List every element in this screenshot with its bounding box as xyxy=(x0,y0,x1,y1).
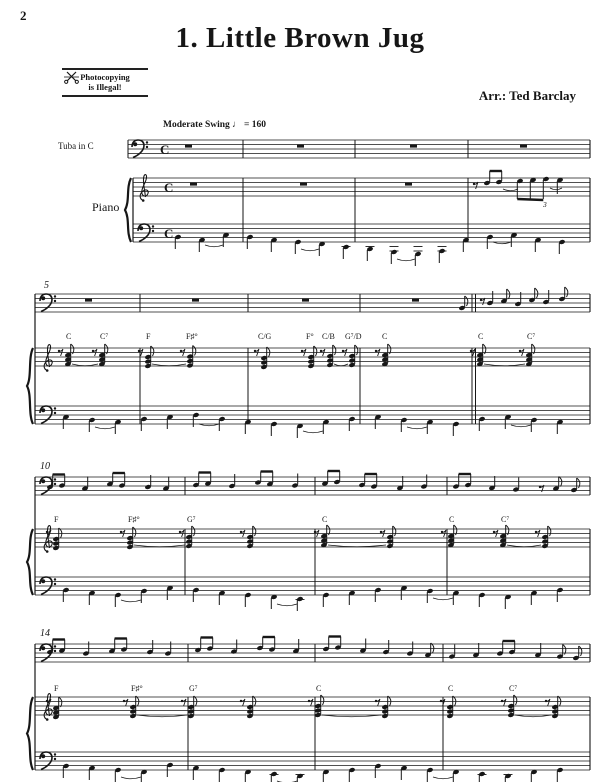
piano-staff-label: Piano xyxy=(92,200,120,214)
chord-symbol: F xyxy=(54,515,59,524)
chord-symbol: C xyxy=(478,332,484,341)
tempo-marking: Moderate Swing ♩ = 160 xyxy=(163,120,267,130)
chord-symbol: G⁷ xyxy=(189,684,198,693)
no-photocopy-icon xyxy=(62,70,82,84)
badge-line-2: is Illegal! xyxy=(88,82,122,93)
measure-number: 14 xyxy=(40,628,50,639)
chord-symbol: C xyxy=(449,515,455,524)
chord-symbol: C xyxy=(316,684,322,693)
chord-symbol: C xyxy=(66,332,72,341)
time-signature: C xyxy=(160,142,170,157)
chord-symbol: F xyxy=(54,684,59,693)
chord-symbol: C⁷ xyxy=(509,684,518,693)
page-number: 2 xyxy=(20,8,27,23)
measure-number: 10 xyxy=(40,461,50,472)
chord-symbol: F xyxy=(146,332,151,341)
tuba-staff-label: Tuba in C xyxy=(58,141,94,151)
chord-symbol: C⁷ xyxy=(501,515,510,524)
chord-symbol: C⁷ xyxy=(100,332,109,341)
time-signature: C xyxy=(164,226,174,241)
triplet-number: 3 xyxy=(543,200,547,209)
chord-symbol: F♯° xyxy=(131,684,143,693)
no-photocopy-badge xyxy=(62,68,148,97)
badge-line-1: Photocopying xyxy=(80,72,130,82)
piece-title: 1. Little Brown Jug xyxy=(175,22,425,54)
chord-symbol: G⁷ xyxy=(187,515,196,524)
chord-symbol: C xyxy=(382,332,388,341)
chord-symbol: C/G xyxy=(258,332,272,341)
chord-symbol: F° xyxy=(306,332,314,341)
arranger-credit: Arr.: Ted Barclay xyxy=(478,88,576,103)
chord-symbol: C xyxy=(448,684,454,693)
chord-symbol: C xyxy=(322,515,328,524)
measure-number: 5 xyxy=(44,280,49,291)
chord-symbol: C/B xyxy=(322,332,335,341)
chord-symbol: F♯° xyxy=(128,515,140,524)
chord-symbol: F♯° xyxy=(186,332,198,341)
time-signature: C xyxy=(164,180,174,195)
chord-symbol: G⁷/D xyxy=(345,332,362,341)
chord-symbol: C⁷ xyxy=(527,332,536,341)
